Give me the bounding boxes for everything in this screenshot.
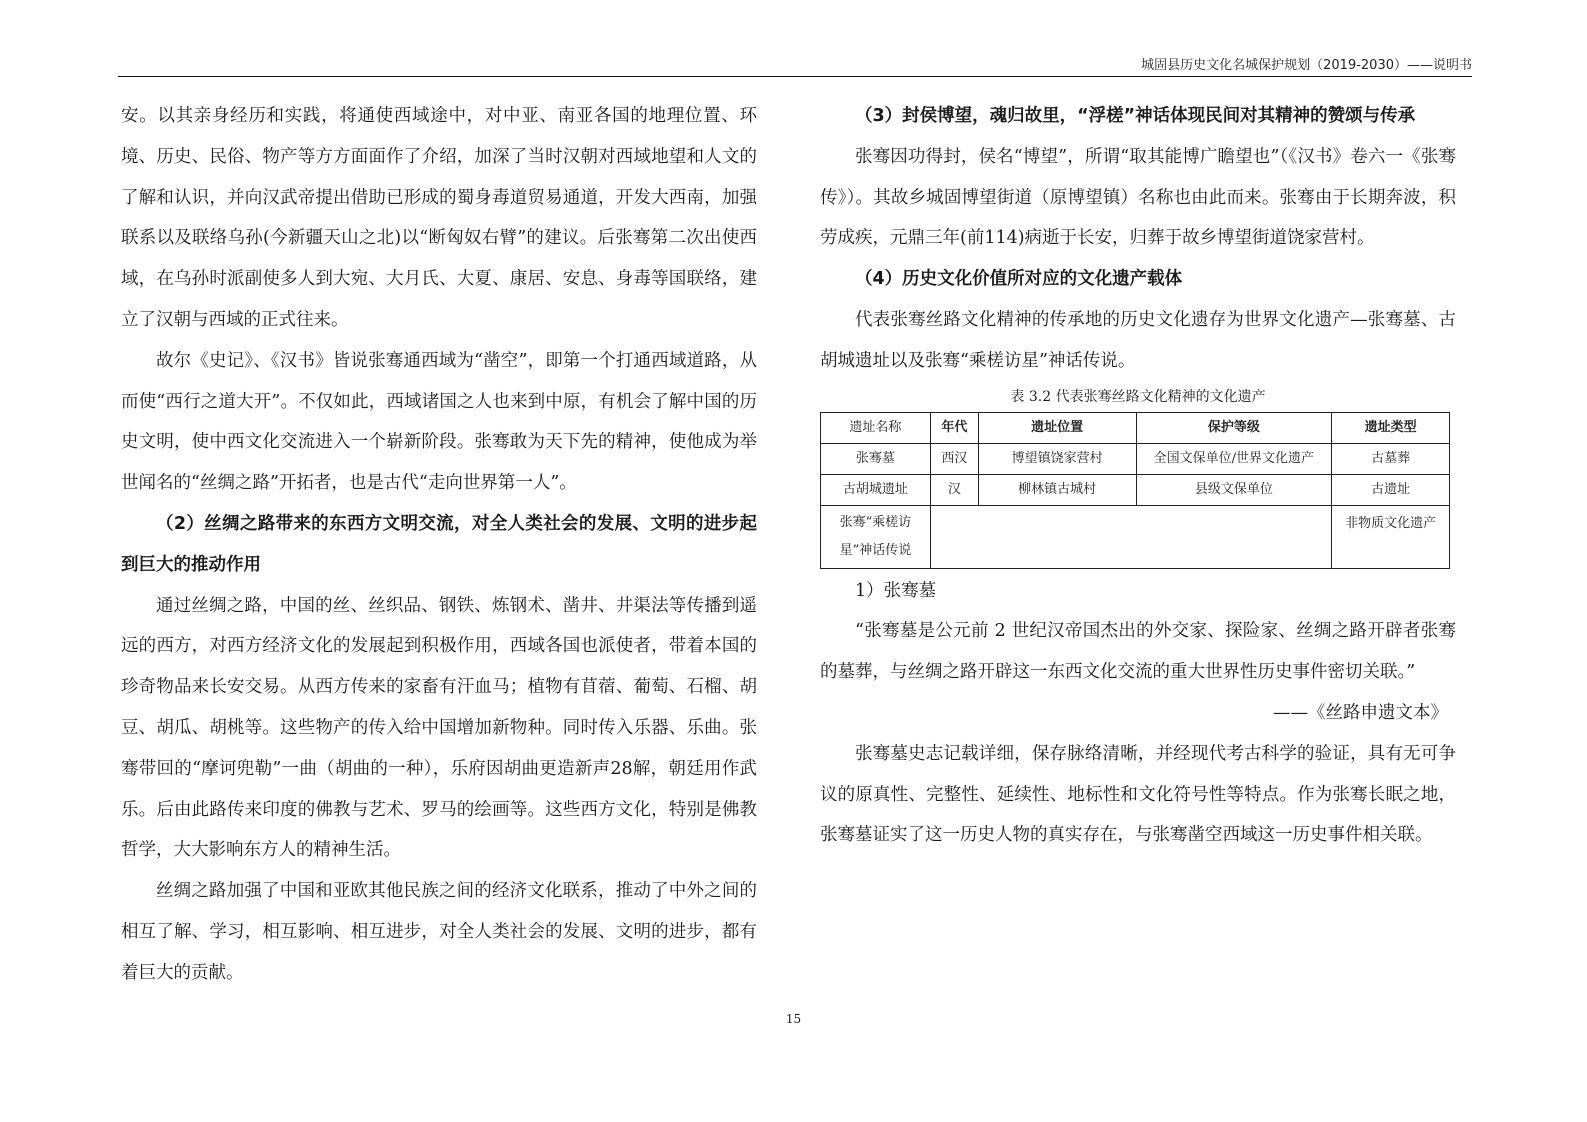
paragraph-heritage-carriers: 代表张骞丝路文化精神的传承地的历史文化遗存为世界文化遗产—张骞墓、古胡城遗址以及张骞“乘槎访星”神话传说。: [820, 309, 1456, 371]
table-header-row: [821, 412, 1450, 443]
table-cell: 柳林镇古城村: [978, 474, 1136, 505]
right-column: [820, 96, 1456, 856]
table-cell: 博望镇饶家营村: [978, 443, 1136, 474]
table-cell: 全国文保单位/世界文化遗产: [1136, 443, 1332, 474]
table-cell: 张骞墓: [821, 443, 931, 474]
table-cell: 非物质文化遗产: [1332, 505, 1450, 568]
paragraph-silk-road-exchange: 通过丝绸之路，中国的丝、丝织品、钢铁、炼钢术、凿井、井渠法等传播到遥远的西方，对西方经济文化的发展起到积极作用，西域各国也派使者，带着本国的珍奇物品来长安交易。从西方传来的家畜有汗血马；植物有苜蓿、葡萄、石榴、胡豆、胡瓜、胡桃等。这些物产的传入给中国增加新物种。同时传入乐器、乐曲。张骞带回的“摩诃兜勒”一曲（胡曲的一种），乐府因胡曲更造新声28解，朝廷用作武乐。后由此路传来印度的佛教与艺术、罗马的绘画等。这些西方文化，特别是佛教哲学，大大影响东方人的精神生活。: [121, 595, 757, 861]
section-heading-3: （3）封侯博望，魂归故里，“浮槎”神话体现民间对其精神的赞颂与传承: [855, 106, 1416, 126]
quote-source: ——《丝路申遗文本》: [1273, 702, 1448, 723]
table-header-cell: 年代: [930, 412, 978, 443]
page-number: 15: [785, 1012, 802, 1026]
running-header: 城固县历史文化名城保护规划（2019-2030）——说明书: [1141, 58, 1472, 73]
table-cell: 古胡城遗址: [821, 474, 931, 505]
quote-tomb: “张骞墓是公元前 2 世纪汉帝国杰出的外交家、探险家、丝绸之路开辟者张骞的墓葬，与丝绸之路开辟这一东西文化交流的重大世界性历史事件密切关联。”: [820, 621, 1456, 683]
table-header-cell: 遗址位置: [978, 412, 1136, 443]
table-cell: 县级文保单位: [1136, 474, 1332, 505]
section-heading-4: （4）历史文化价值所对应的文化遗产载体: [855, 269, 1183, 290]
table-row: [821, 505, 1450, 568]
paragraph-zaokong: 故尔《史记》、《汉书》皆说张骞通西域为“凿空”，即第一个打通西域道路，从而使“西行之道大开”。不仅如此，西域诸国之人也来到中原，有机会了解中国的历史文明，使中西文化交流进入一个崭新阶段。张骞敢为天下先的精神，使他成为举世闻名的“丝绸之路”开拓者，也是古代“走向世界第一人”。: [121, 350, 757, 494]
table-caption: 表 3.2 代表张骞丝路文化精神的文化遗产: [1010, 388, 1266, 405]
section-heading-2: （2）丝绸之路带来的东西方文明交流，对全人类社会的发展、文明的进步起到巨大的推动作用: [121, 513, 757, 575]
paragraph-tomb-authenticity: 张骞墓史志记载详细，保存脉络清晰，并经现代考古科学的验证，具有无可争议的原真性、完整性、延续性、地标性和文化符号性等特点。作为张骞长眠之地，张骞墓证实了这一历史人物的真实存在，与张骞凿空西域这一历史事件相关联。: [820, 743, 1456, 846]
table-header-cell: 遗址名称: [821, 412, 931, 443]
table-header-cell: 保护等级: [1136, 412, 1332, 443]
table-header-cell: 遗址类型: [1332, 412, 1450, 443]
paragraph-silk-road-contribution: 丝绸之路加强了中国和亚欧其他民族之间的经济文化联系，推动了中外之间的相互了解、学习，相互影响、相互进步，对全人类社会的发展、文明的进步，都有着巨大的贡献。: [121, 881, 757, 983]
header-divider: [118, 76, 1472, 77]
table-cell: 古遗址: [1332, 474, 1450, 505]
table-cell: 古墓葬: [1332, 443, 1450, 474]
subheading-zhang-qian-tomb: 1）张骞墓: [855, 580, 937, 601]
paragraph-bowang-marquis: 张骞因功得封，侯名“博望”，所谓“取其能博广瞻望也”（《汉书》卷六一《张骞传》）。其故乡城固博望街道（原博望镇）名称也由此而来。张骞由于长期奔波，积劳成疾，元鼎三年(前114)病逝于长安，归葬于故乡博望街道饶家营村。: [820, 146, 1456, 249]
table-row: [821, 443, 1450, 474]
table-cell: 汉: [930, 474, 978, 505]
table-row: [821, 474, 1450, 505]
left-column: [121, 96, 757, 994]
table-cell: 西汉: [930, 443, 978, 474]
table-cell: 张骞“乘槎访星”神话传说: [821, 505, 931, 568]
heritage-table: [820, 412, 1450, 569]
paragraph-zhang-qian-travels: 安。以其亲身经历和实践，将通使西域途中，对中亚、南亚各国的地理位置、环境、历史、民俗、物产等方方面面作了介绍，加深了当时汉朝对西域地望和人文的了解和认识，并向汉武帝提出借助已形成的蜀身毒道贸易通道，开发大西南，加强联系以及联络乌孙(今新疆天山之北)以“断匈奴右臂”的建议。后张骞第二次出使西域，在乌孙时派副使多人到大宛、大月氏、大夏、康居、安息、身毒等国联络，建立了汉朝与西域的正式往来。: [121, 106, 757, 330]
table-cell-empty: [930, 505, 1331, 568]
